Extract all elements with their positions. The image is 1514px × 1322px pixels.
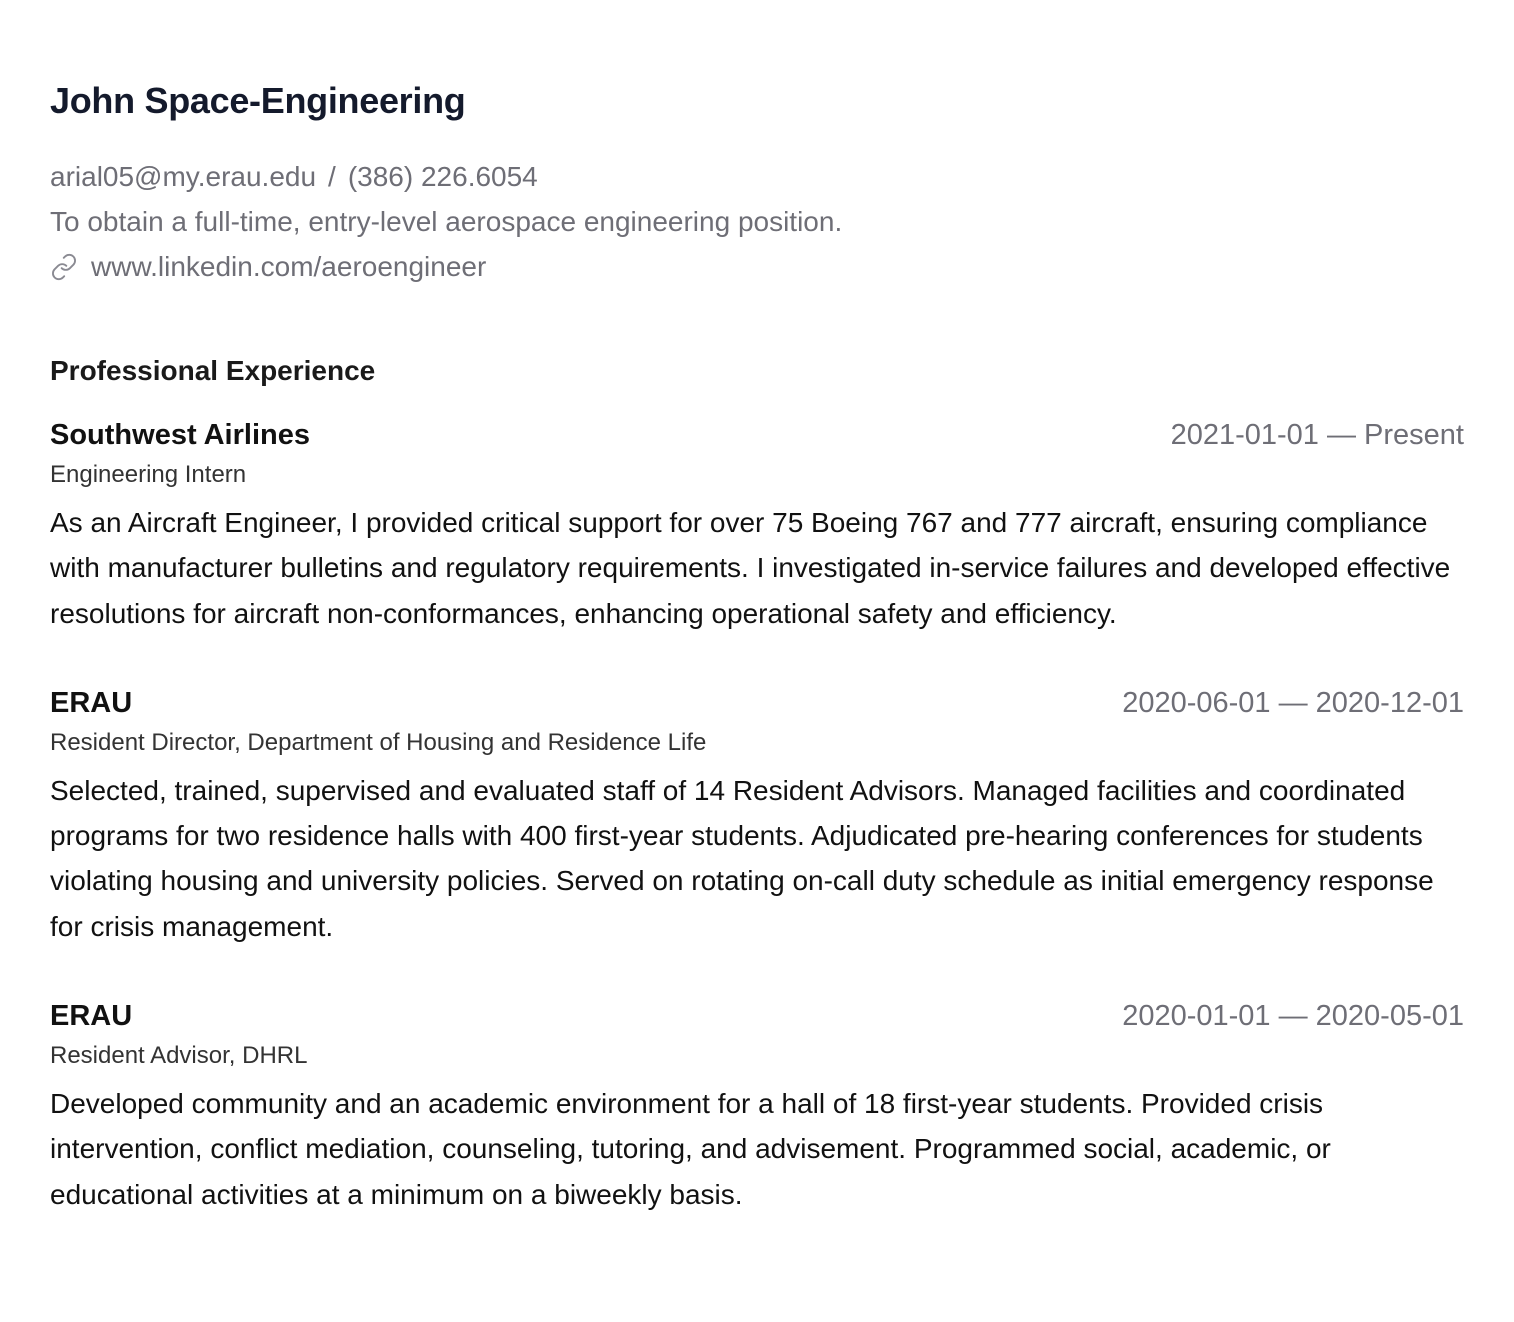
job-entry [50, 683, 1464, 949]
job-header [50, 415, 1464, 455]
job-role: Resident Advisor, DHRL [50, 1042, 308, 1070]
candidate-name: John Space-Engineering [50, 80, 466, 121]
job-header [50, 683, 1464, 723]
job-company: ERAU [50, 1000, 133, 1033]
contact-block [50, 154, 1464, 289]
job-description: As an Aircraft Engineer, I provided critical support for over 75 Boeing 767 and 777 aircraft, ensuring compliance with manufacturer bulletins and regulatory requirements. I investigated in-service failures and developed effective resolutions for aircraft non-conformances, enhancing operational safety and efficiency. [50, 507, 1451, 629]
job-entry [50, 996, 1464, 1217]
job-description: Developed community and an academic environment for a hall of 18 first-year students. Provided crisis intervention, conflict mediation, counseling, tutoring, and advisement. Programmed social, academic, or educational activities at a minimum on a biweekly basis. [50, 1088, 1331, 1210]
contact-separator: / [328, 161, 336, 192]
job-entry [50, 415, 1464, 636]
section-title-experience: Professional Experience [50, 355, 376, 386]
job-company: Southwest Airlines [50, 419, 310, 451]
job-header [50, 996, 1464, 1036]
link-icon [50, 253, 78, 281]
website-line [50, 244, 1464, 289]
phone-text: (386) 226.6054 [347, 161, 538, 192]
objective-text: To obtain a full-time, entry-level aerospace engineering position. [50, 206, 843, 237]
email-text: arial05@my.erau.edu [50, 161, 317, 192]
job-dates: 2020-06-01 — 2020-12-01 [1122, 686, 1464, 719]
job-description: Selected, trained, supervised and evaluated staff of 14 Resident Advisors. Managed facilities and coordinated programs for two residence halls with 400 first-year students. Adjudicated pre-hearing conferences for students violating housing and university policies. Served on rotating on-call duty schedule as initial emergency response for crisis management. [50, 774, 1434, 942]
job-role: Resident Director, Department of Housing and Residence Life [50, 728, 707, 756]
job-dates: 2020-01-01 — 2020-05-01 [1122, 1000, 1464, 1033]
website-link[interactable]: www.linkedin.com/aeroengineer [91, 251, 487, 282]
job-company: ERAU [50, 686, 133, 719]
job-dates: 2021-01-01 — Present [1170, 419, 1464, 451]
contact-line [50, 154, 1464, 199]
job-role: Engineering Intern [50, 461, 247, 488]
